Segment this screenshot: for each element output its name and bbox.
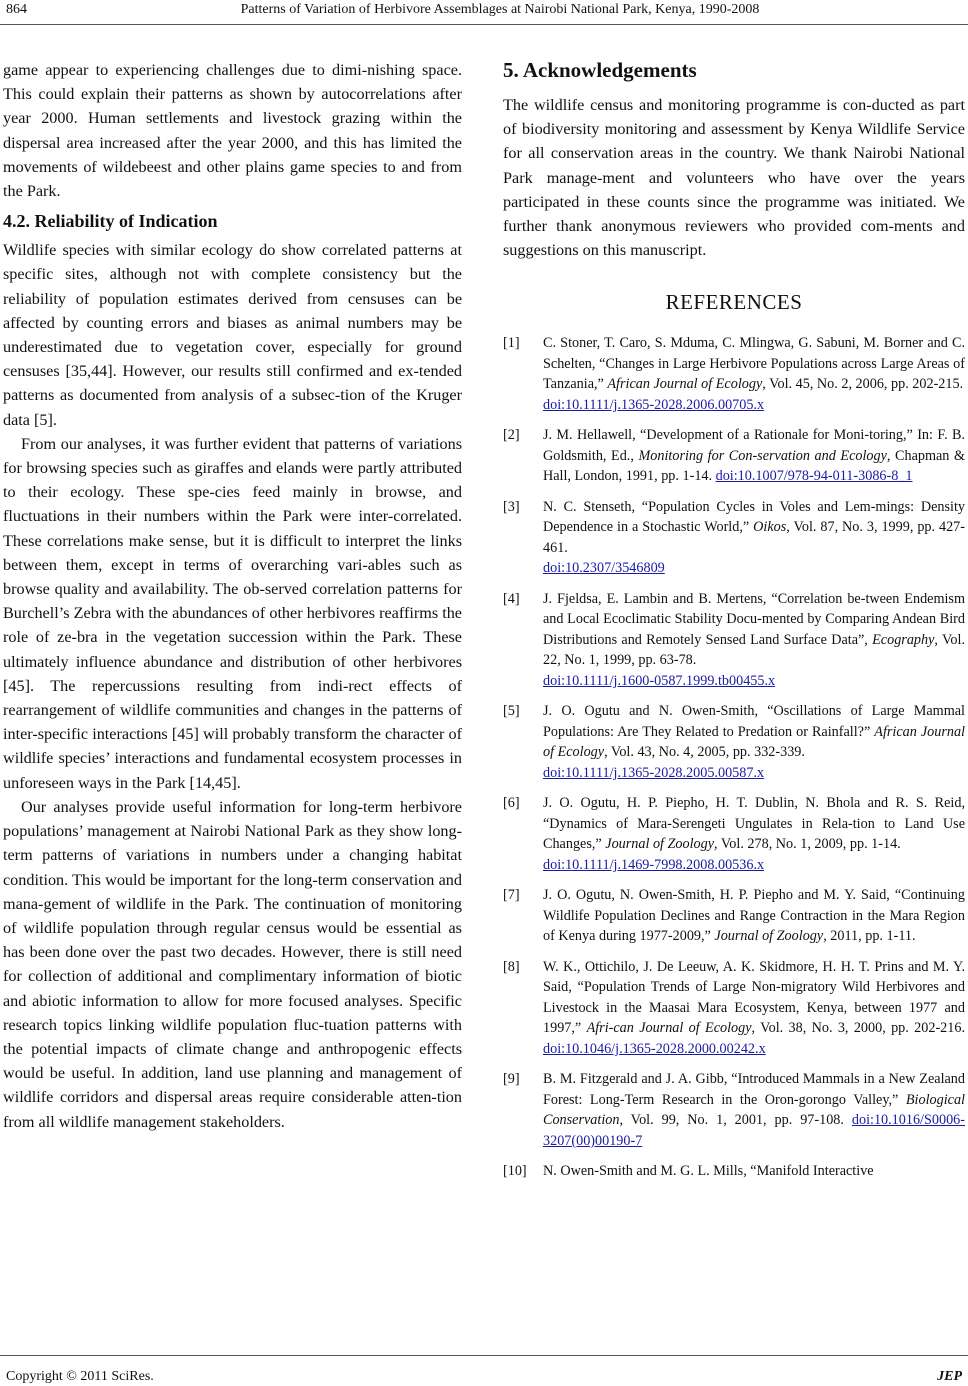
page-footer <box>0 1355 968 1385</box>
reference-number: [10] <box>503 1163 527 1180</box>
reference-item <box>503 957 965 1060</box>
reference-item <box>503 1069 965 1151</box>
reference-doi-link[interactable]: doi:10.1111/j.1365-2028.2005.00587.x <box>543 764 765 781</box>
reference-text <box>543 885 965 947</box>
reference-item <box>503 589 965 692</box>
reference-number: [3] <box>503 498 520 515</box>
reference-source: Monitoring for Con-servation and Ecology <box>638 447 887 464</box>
header-rule <box>0 24 968 25</box>
section-heading-acknowledgements: 5. Acknowledgements <box>503 58 697 82</box>
reference-item <box>503 793 965 875</box>
reference-authors-title: W. K., Ottichilo, J. De Leeuw, A. K. Skidmore, H. H. T. Prins and M. Y. Said, “Population Trends of Large Non-migratory Wild Herbivores and Livestock in the Maasai Mara Ecosystem, Kenya, between 1977 and 1997,” <box>543 958 965 1037</box>
reference-text <box>543 793 965 875</box>
reference-text <box>543 497 965 579</box>
reference-details: , Vol. 45, No. 2, 2006, pp. 202-215. <box>762 376 964 393</box>
reference-number: [6] <box>503 795 520 812</box>
reference-number: [5] <box>503 703 520 720</box>
reference-number: [9] <box>503 1071 520 1088</box>
reference-text <box>543 1161 965 1182</box>
paragraph-management: Our analyses provide useful information for long-term herbivore populations’ management at Nairobi National Park as they show long-term patterns of variations in numbers under a changing habitat condition. This would be important for the long-term conservation and mana-gement of wildlife in the Park. The continuation of monitoring of wildlife population through regular census would be essential as has been done over the past two decades. However, there is still need for collection of additional and complimentary information of biotic and abiotic information to allow for more focused analyses. Specific research topics linking wildlife population fluc-tuation patterns with the potential impacts of climate change and anthropogenic effects would be useful. In addition, land use planning and management of wildlife corridors and dispersal areas require considerable atten-tion from all wildlife management stakeholders. <box>3 797 462 1131</box>
reference-number: [2] <box>503 427 520 444</box>
references-heading: REFERENCES <box>665 290 803 315</box>
reference-authors-title: J. O. Ogutu and N. Owen-Smith, “Oscillations of Large Mammal Populations: Are They Related to Predation or Rainfall?” <box>543 703 965 740</box>
reference-source: African Journal of Ecology <box>543 723 965 761</box>
reference-authors-title: C. Stoner, T. Caro, S. Mduma, C. Mlingwa, G. Sabuni, M. Borner and C. Schelten, “Changes in Large Herbivore Populations across Large Areas of Tanzania,” <box>543 335 965 393</box>
reference-item <box>503 333 965 415</box>
reference-authors-title: N. Owen-Smith and M. G. L. Mills, “Manifold Interactive <box>543 1163 874 1180</box>
reference-details: , Vol. 38, No. 3, 2000, pp. 202-216. <box>751 1020 965 1037</box>
reference-number: [4] <box>503 590 520 607</box>
copyright-notice: Copyright © 2011 SciRes. <box>6 1369 154 1384</box>
reference-details: , Vol. 22, No. 1, 1999, pp. 63-78. <box>543 631 965 669</box>
reference-item <box>503 701 965 783</box>
reference-number: [7] <box>503 887 520 904</box>
journal-abbreviation: JEP <box>937 1369 962 1384</box>
reference-source: Ecography <box>872 631 935 648</box>
reference-details: , Vol. 99, No. 1, 2001, pp. 97-108. <box>619 1112 852 1129</box>
running-title: Patterns of Variation of Herbivore Assemblages at Nairobi National Park, Kenya, 1990-2008 <box>240 2 760 17</box>
reference-text <box>543 425 965 487</box>
footer-rule <box>0 1355 968 1356</box>
reference-authors-title: J. O. Ogutu, H. P. Piepho, H. T. Dublin, N. Bhola and R. S. Reid, “Dynamics of Mara-Serengeti Ungulates in Rela-tion to Land Use Changes,” <box>543 795 965 853</box>
reference-item <box>503 1161 965 1182</box>
reference-text <box>543 1069 965 1151</box>
reference-authors-title: J. O. Ogutu, N. Owen-Smith, H. P. Piepho and M. Y. Said, “Continuing Wildlife Population Declines and Range Contraction in the Mara Region of Kenya during 1977-2009,” <box>543 887 965 945</box>
paragraph-reliability: Wildlife species with similar ecology do show correlated patterns at specific sites, although not with complete consistency but the reliability of population estimates derived from censuses can be affected by counting errors and biases as animal numbers may be underestimated due to vegetation cover, especially for ground censuses [35,44]. However, our results still confirmed and ex-tended patterns as documented from analysis of a subsec-tion of the Kruger data [5]. <box>3 241 462 429</box>
reference-doi-link[interactable]: doi:10.1007/978-94-011-3086-8_1 <box>715 468 913 485</box>
reference-doi-link[interactable]: doi:10.1111/j.1365-2028.2006.00705.x <box>543 396 765 413</box>
reference-source: African Journal of Ecology <box>607 376 763 393</box>
reference-details: , Vol. 278, No. 1, 2009, pp. 1-14. <box>714 836 901 853</box>
reference-details: , 2011, pp. 1-11. <box>823 928 916 945</box>
reference-authors-title: J. M. Hellawell, “Development of a Rationale for Moni-toring,” In: F. B. Goldsmith, Ed., <box>543 427 965 464</box>
reference-text <box>543 333 965 415</box>
reference-text <box>543 957 965 1060</box>
reference-authors-title: B. M. Fitzgerald and J. A. Gibb, “Introduced Mammals in a New Zealand Forest: Long-Term Research in the Oron-gorongo Valley,” <box>543 1071 965 1108</box>
reference-doi-link[interactable]: doi:10.1016/S0006-3207(00)00190-7 <box>543 1112 965 1149</box>
paragraph-continued: game appear to experiencing challenges due to dimi-nishing space. This could explain their patterns as shown by autocorrelations after year 2000. Human settlements and livestock grazing within the dispersal area increased after the year 2000, and this has limited the movements of wildebeest and other plains game species to and from the Park. <box>3 61 462 201</box>
reference-details: , Chapman & Hall, London, 1991, pp. 1-14. <box>543 447 965 485</box>
reference-doi-link[interactable]: doi:10.1046/j.1365-2028.2000.00242.x <box>543 1040 766 1057</box>
reference-source: Journal of Zoology <box>605 836 715 853</box>
paragraph-browsing-species: From our analyses, it was further evident that patterns of variations for browsing species such as giraffes and elands were partly attributed to their ecology. These spe-cies feed mainly in browse, and fluctuations in their numbers within the Park were inter-correlated. These correlations make sense, but it is difficult to interpret the links between them, except in terms of overarching vari-ables such as browse quality and availability. The ob-served correlation patterns for Burchell’s Zebra with the abundances of other herbivores reaffirms the role of ze-bra in the vegetation succession within the Park. These ultimately influence abundance and distribution of other herbivores [45]. The repercussions resulting from indi-rect effects of rearrangement of wildlife communities and changes in the patterns of inter-specific interactions [45] will probably transform the character of wildlife species’ interactions and fundamental ecosystem processes in unforeseen ways in the Park [14,45]. <box>3 434 462 792</box>
reference-authors-title: N. C. Stenseth, “Population Cycles in Voles and Lem-mings: Density Dependence in a Stochastic World,” <box>543 498 965 536</box>
reference-item <box>503 425 965 487</box>
section-heading-4-2: 4.2. Reliability of Indication <box>3 211 218 232</box>
page-header <box>0 0 968 30</box>
reference-source: Journal of Zoology <box>714 928 824 945</box>
reference-number: [8] <box>503 958 520 975</box>
reference-doi-link[interactable]: doi:10.1111/j.1469-7998.2008.00536.x <box>543 856 765 873</box>
reference-item <box>503 885 965 947</box>
reference-source: Oikos <box>753 519 787 536</box>
reference-details: , Vol. 43, No. 4, 2005, pp. 332-339. <box>604 744 805 761</box>
reference-details: , Vol. 87, No. 3, 1999, pp. 427-461. <box>543 519 965 556</box>
right-column <box>503 58 965 1192</box>
reference-number: [1] <box>503 335 520 352</box>
reference-text <box>543 589 965 692</box>
page-number: 864 <box>6 2 27 17</box>
reference-authors-title: J. Fjeldsa, E. Lambin and B. Mertens, “Correlation be-tween Endemism and Local Ecoclimatic Stability Docu-mented by Comparing Andean Bird Distributions and Remotely Sensed Land Surface Data”, <box>543 590 965 648</box>
acknowledgements-text: The wildlife census and monitoring programme is con-ducted as part of biodiversity monitoring and assessment by Kenya Wildlife Service for all conservation areas in the country. We thank Nairobi National Park manage-ment and volunteers who have over the years participated in these counts since the programme was initiated. We further thank anonymous reviewers who provided com-ments and suggestions on this manuscript. <box>503 96 965 260</box>
reference-text <box>543 701 965 783</box>
reference-doi-link[interactable]: doi:10.2307/3546809 <box>543 560 665 577</box>
reference-doi-link[interactable]: doi:10.1111/j.1600-0587.1999.tb00455.x <box>543 672 776 689</box>
reference-list <box>503 333 965 1182</box>
reference-item <box>503 497 965 579</box>
left-column <box>3 58 462 1134</box>
reference-source: Afri-can Journal of Ecology <box>586 1020 752 1037</box>
reference-source: Biological Conservation <box>543 1091 965 1129</box>
